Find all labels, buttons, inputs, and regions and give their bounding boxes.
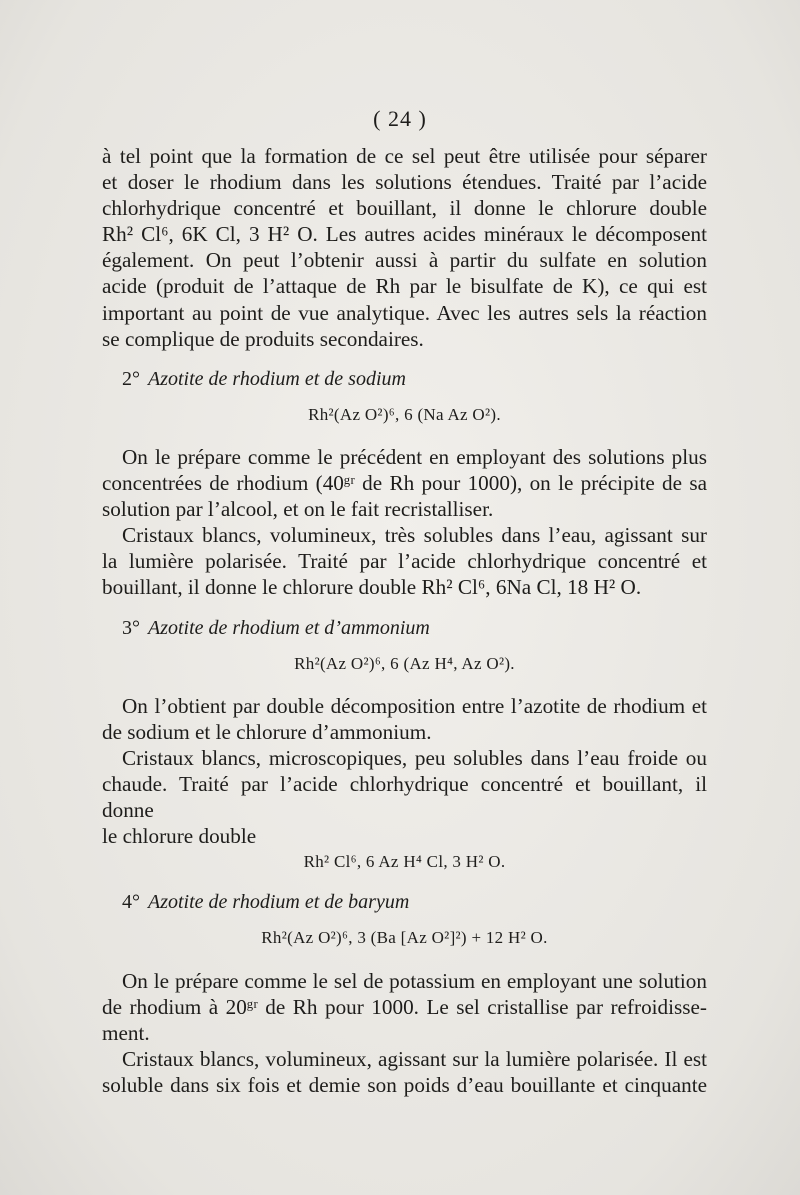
text-line: se complique de produits secondaires. [102, 326, 424, 351]
section-number: 2° [122, 367, 140, 390]
section-heading-ammonium [122, 615, 707, 641]
page-body [102, 143, 707, 1098]
page-number: ( 24 ) [373, 106, 427, 131]
text-line: à tel point que la formation de ce sel peut être utilisée pour séparer [102, 144, 707, 168]
chemical-formula: Rh²(Az O²)⁶, 6 (Az H⁴, Az O²). [294, 653, 515, 673]
text-line: On le prépare comme le sel de potassium en employant une solution [122, 968, 707, 993]
text-line: important au point de vue analytique. Avec les autres sels la réaction [102, 300, 707, 325]
section-heading-baryum [122, 889, 707, 915]
text-line: concentrées de rhodium (40ᵍʳ de Rh pour 1000), on le précipite de sa [102, 471, 707, 496]
paragraph-intro [102, 143, 707, 352]
paragraph [102, 522, 707, 600]
chemical-formula: Rh²(Az O²)⁶, 6 (Na Az O²). [308, 404, 501, 424]
text-line: et doser le rhodium dans les solutions étendues. Traité par l’acide [102, 170, 707, 195]
section-title: Azotite de rhodium et de sodium [148, 367, 406, 390]
text-line: On le prépare comme le précédent en employant des solutions plus [122, 444, 707, 469]
paragraph [102, 1046, 707, 1098]
text-line: la lumière polarisée. Traité par l’acide chlorhydrique concentré et [102, 549, 707, 574]
section-number: 4° [122, 891, 140, 914]
paragraph [102, 968, 707, 1046]
text-line: Cristaux blancs, microscopiques, peu solubles dans l’eau froide ou [122, 745, 707, 770]
text-line: solution par l’alcool, et on le fait recristalliser. [102, 497, 494, 522]
text-line: soluble dans six fois et demie son poids d’eau bouillante et cinquante [102, 1072, 707, 1097]
section-title: Azotite de rhodium et d’ammonium [148, 616, 430, 639]
text-line: le chlorure double [102, 824, 257, 849]
chemical-formula: Rh² Cl⁶, 6 Az H⁴ Cl, 3 H² O. [303, 852, 506, 872]
text-line: également. On peut l’obtenir aussi à partir du sulfate en solution [102, 248, 707, 273]
paragraph [102, 444, 707, 522]
text-line: ment. [102, 1020, 150, 1045]
text-line: Rh² Cl⁶, 6K Cl, 3 H² O. Les autres acides minéraux le décomposent [102, 222, 707, 247]
text-line: de rhodium à 20ᵍʳ de Rh pour 1000. Le sel cristallise par refroidisse- [102, 994, 707, 1019]
section-number: 3° [122, 616, 140, 639]
text-line: bouillant, il donne le chlorure double Rh² Cl⁶, 6Na Cl, 18 H² O. [102, 575, 642, 600]
text-line: de sodium et le chlorure d’ammonium. [102, 719, 432, 744]
text-line: chlorhydrique concentré et bouillant, il donne le chlorure double [102, 196, 707, 221]
text-line: chaude. Traité par l’acide chlorhydrique concentré et bouillant, il donne [102, 771, 707, 823]
text-line: On l’obtient par double décomposition entre l’azotite de rhodium et [122, 693, 707, 718]
text-line: Cristaux blancs, volumineux, agissant sur la lumière polarisée. Il est [122, 1046, 707, 1071]
paragraph [102, 693, 707, 745]
section-title: Azotite de rhodium et de baryum [148, 891, 410, 914]
paragraph [102, 745, 707, 849]
chemical-formula: Rh²(Az O²)⁶, 3 (Ba [Az O²]²) + 12 H² O. [261, 928, 548, 948]
text-line: Cristaux blancs, volumineux, très solubles dans l’eau, agissant sur [122, 523, 707, 548]
text-line: acide (produit de l’attaque de Rh par le bisulfate de K), ce qui est [102, 274, 707, 299]
section-heading-sodium [122, 366, 707, 392]
